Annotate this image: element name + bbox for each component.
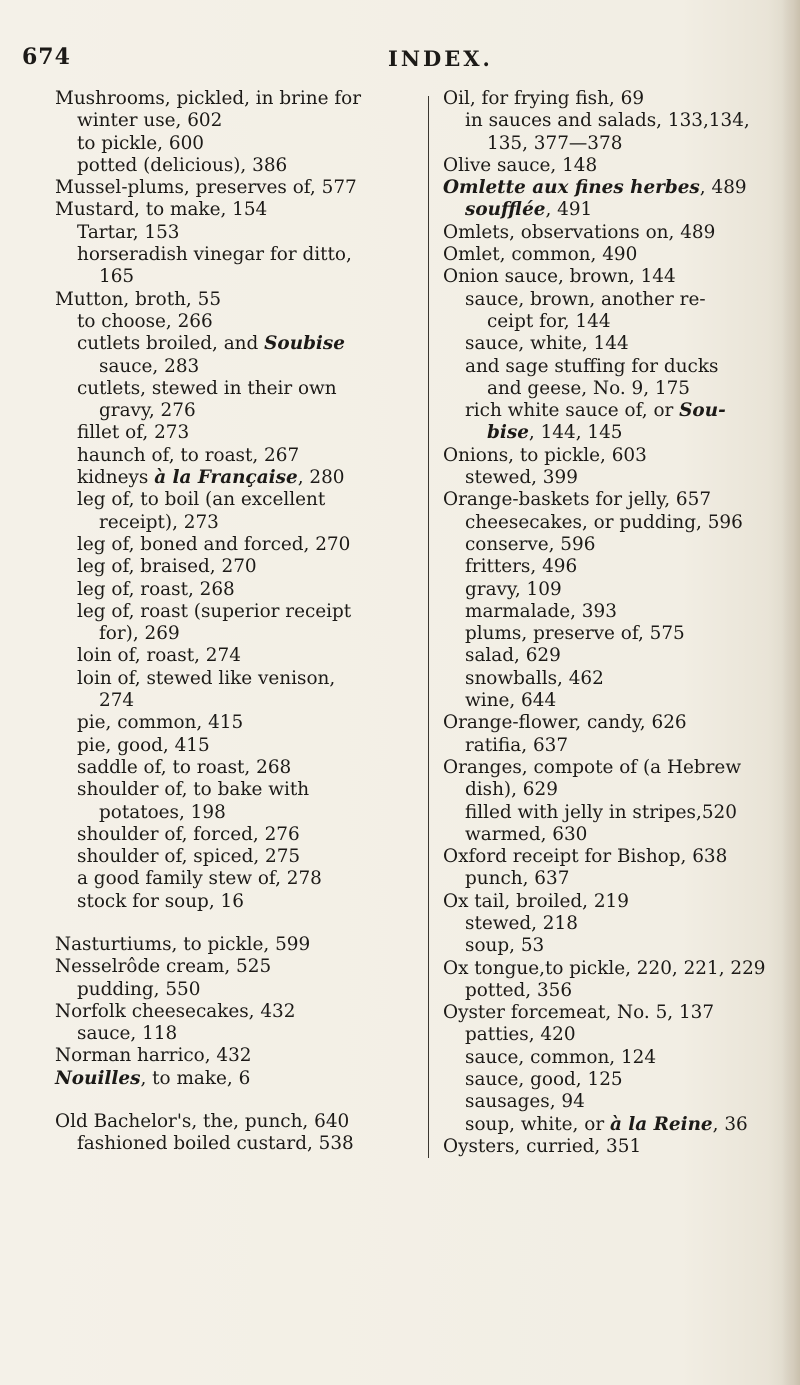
index-entry: Omlet, common, 490 <box>443 244 638 266</box>
index-entry: fritters, 496 <box>465 556 578 578</box>
index-entry: Oxford receipt for Bishop, 638 <box>443 846 728 868</box>
index-entry: sausages, 94 <box>465 1091 585 1113</box>
index-entry: loin of, stewed like venison, <box>77 667 336 689</box>
index-entry: Oyster forcemeat, No. 5, 137 <box>443 1002 715 1024</box>
index-entry: fillet of, 273 <box>77 422 190 444</box>
index-entry: punch, 637 <box>465 868 570 890</box>
index-entry-continuation: ceipt for, 144 <box>487 310 611 332</box>
index-entry: cheesecakes, or pudding, 596 <box>465 511 743 533</box>
index-entry-continuation: 165 <box>99 266 135 288</box>
index-entry: stock for soup, 16 <box>77 890 244 912</box>
index-entry: Norman harrico, 432 <box>55 1045 252 1067</box>
index-entry: kidneys à la Française, 280 <box>77 467 345 489</box>
index-entry: Old Bachelor's, the, punch, 640 <box>55 1111 350 1133</box>
index-entry: shoulder of, to bake with <box>77 779 310 801</box>
index-entry: Norfolk cheesecakes, 432 <box>55 1000 296 1022</box>
index-entry: a good family stew of, 278 <box>77 868 322 890</box>
index-entry: soup, white, or à la Reine, 36 <box>465 1113 748 1135</box>
index-entry: to pickle, 600 <box>77 132 204 154</box>
index-entry: marmalade, 393 <box>465 600 617 622</box>
index-entry: filled with jelly in stripes,520 <box>465 801 737 823</box>
page-header <box>0 44 800 74</box>
index-entry: haunch of, to roast, 267 <box>77 444 300 466</box>
index-entry: Orange-baskets for jelly, 657 <box>443 489 712 511</box>
index-entry: Tartar, 153 <box>77 221 180 243</box>
index-entry: cutlets broiled, and Soubise <box>77 333 345 355</box>
column-divider <box>428 96 429 1158</box>
index-entry: sauce, common, 124 <box>465 1046 657 1068</box>
index-entry: pie, common, 415 <box>77 712 244 734</box>
index-entry: in sauces and salads, 133,134, <box>465 110 750 132</box>
index-entry: salad, 629 <box>465 645 561 667</box>
index-entry: wine, 644 <box>465 690 557 712</box>
index-entry: Omlette aux fines herbes, 489 <box>443 177 747 199</box>
index-entry: rich white sauce of, or Sou- <box>465 400 726 422</box>
index-entry: stewed, 399 <box>465 467 578 489</box>
index-entry-continuation: winter use, 602 <box>77 110 223 132</box>
index-entry: leg of, to boil (an excellent <box>77 489 326 511</box>
index-entry: potted, 356 <box>465 979 573 1001</box>
index-entry: sauce, 118 <box>77 1023 178 1045</box>
index-entry-continuation: gravy, 276 <box>99 400 196 422</box>
page-number: 674 <box>22 44 71 70</box>
index-entry: conserve, 596 <box>465 533 596 555</box>
index-entry: soup, 53 <box>465 935 545 957</box>
index-entry: cutlets, stewed in their own <box>77 377 337 399</box>
index-entry-continuation: 135, 377—378 <box>487 132 623 154</box>
index-entry: Ox tail, broiled, 219 <box>443 890 629 912</box>
index-entry: ratifia, 637 <box>465 734 569 756</box>
index-entry-continuation: for), 269 <box>99 623 180 645</box>
index-entry: pudding, 550 <box>77 978 201 1000</box>
index-entry: Nouilles, to make, 6 <box>55 1067 251 1089</box>
index-entry: Oil, for frying fish, 69 <box>443 88 645 109</box>
index-entry: fashioned boiled custard, 538 <box>77 1133 354 1155</box>
index-entry: leg of, roast, 268 <box>77 578 235 600</box>
index-entry: sauce, white, 144 <box>465 333 629 355</box>
index-entry: Mussel-plums, preserves of, 577 <box>55 177 357 199</box>
index-entry: leg of, roast (superior receipt <box>77 600 352 622</box>
index-entry-continuation: potatoes, 198 <box>99 801 226 823</box>
index-entry: snowballs, 462 <box>465 667 604 689</box>
index-entry: horseradish vinegar for ditto, <box>77 244 352 266</box>
index-entry: sauce, good, 125 <box>465 1069 623 1091</box>
index-entry: Onion sauce, brown, 144 <box>443 266 676 288</box>
index-entry-continuation: bise, 144, 145 <box>487 422 623 444</box>
index-entry: potted (delicious), 386 <box>77 154 288 176</box>
index-entry-continuation: dish), 629 <box>465 779 558 801</box>
index-column-left <box>55 88 425 1156</box>
index-entry: saddle of, to roast, 268 <box>77 756 292 778</box>
index-entry: shoulder of, spiced, 275 <box>77 846 301 868</box>
index-entry: leg of, boned and forced, 270 <box>77 533 351 555</box>
index-entry: pie, good, 415 <box>77 734 210 756</box>
index-entry: to choose, 266 <box>77 310 213 332</box>
index-entry: gravy, 109 <box>465 578 562 600</box>
index-entry: Nasturtiums, to pickle, 599 <box>55 933 311 955</box>
index-entry-continuation: sauce, 283 <box>99 355 200 377</box>
index-entry: Mushrooms, pickled, in brine for <box>55 88 362 109</box>
index-entry: Olive sauce, 148 <box>443 154 598 176</box>
section-gap <box>55 913 425 934</box>
index-entry: patties, 420 <box>465 1024 576 1046</box>
index-column-right <box>443 88 788 1158</box>
index-entry: stewed, 218 <box>465 912 578 934</box>
index-entry: Onions, to pickle, 603 <box>443 444 647 466</box>
index-entry: sauce, brown, another re- <box>465 288 706 310</box>
index-entry: Oranges, compote of (a Hebrew <box>443 756 742 778</box>
index-entry: warmed, 630 <box>465 823 588 845</box>
index-entry: Orange-flower, candy, 626 <box>443 712 687 734</box>
index-entry: Omlets, observations on, 489 <box>443 221 716 243</box>
section-gap <box>55 1090 425 1111</box>
index-entry: Ox tongue,to pickle, 220, 221, 229 <box>443 957 766 979</box>
index-entry: soufflée, 491 <box>465 199 593 221</box>
index-entry-continuation: 274 <box>99 690 135 712</box>
running-head: INDEX. <box>388 46 493 71</box>
index-entry: Oysters, curried, 351 <box>443 1135 642 1157</box>
index-entry: plums, preserve of, 575 <box>465 623 685 645</box>
index-entry: shoulder of, forced, 276 <box>77 823 300 845</box>
index-entry: Mustard, to make, 154 <box>55 199 268 221</box>
index-entry-continuation: and geese, No. 9, 175 <box>487 377 691 399</box>
index-entry: and sage stuffing for ducks <box>465 355 719 377</box>
index-entry: Mutton, broth, 55 <box>55 288 222 310</box>
index-entry: Nesselrôde cream, 525 <box>55 956 272 978</box>
index-entry: leg of, braised, 270 <box>77 556 257 578</box>
index-entry: loin of, roast, 274 <box>77 645 241 667</box>
index-entry-continuation: receipt), 273 <box>99 511 219 533</box>
